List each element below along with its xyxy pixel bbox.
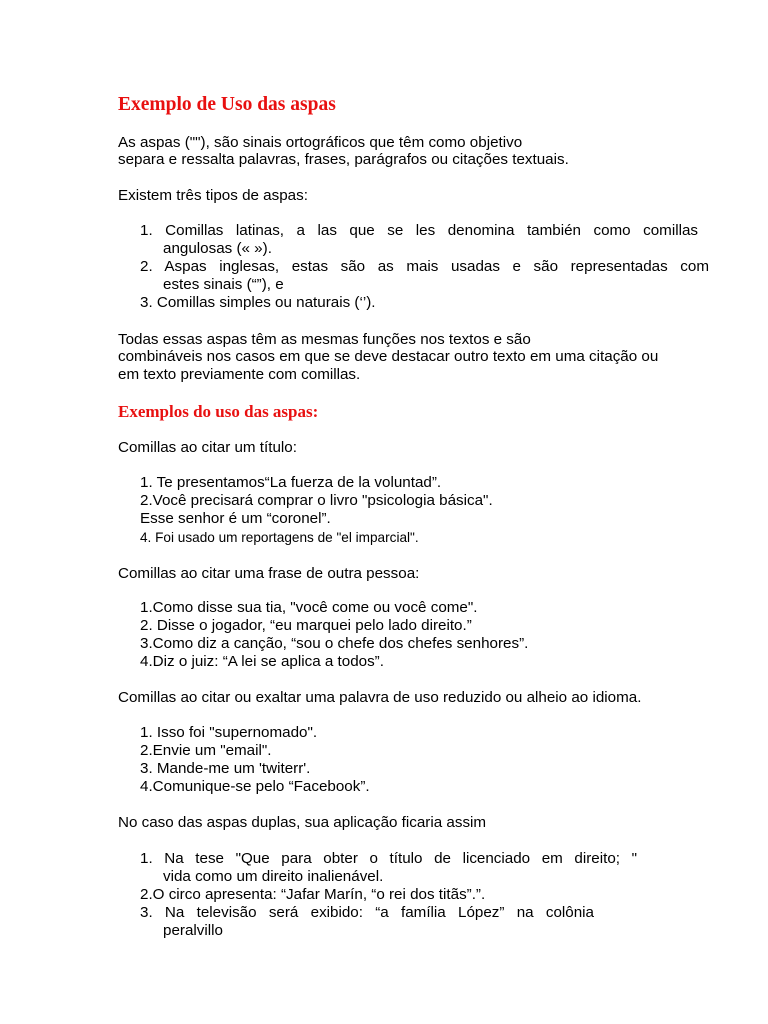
list-item: 1. Te presentamos“La fuerza de la voluntad”. (140, 474, 442, 491)
list-item-continuation: angulosas (« »). (163, 240, 272, 257)
types-intro: Existem três tipos de aspas: (118, 187, 308, 204)
page-title: Exemplo de Uso das aspas (118, 94, 336, 115)
section-title: No caso das aspas duplas, sua aplicação ficaria assim (118, 814, 487, 831)
list-item: 2.Você precisará comprar o livro "psicologia básica". (140, 492, 493, 509)
list-item: 4.Comunique-se pelo “Facebook”. (140, 778, 370, 795)
list-item: 2.Envie um "email". (140, 742, 272, 759)
list-item: 1. Comillas latinas, a las que se les denomina también como comillas (140, 222, 698, 239)
para2-line-1: Todas essas aspas têm as mesmas funções nos textos e são (118, 331, 531, 348)
list-item: 1. Na tese "Que para obter o título de licenciado em direito; " (140, 850, 637, 867)
section-heading: Exemplos do uso das aspas: (118, 402, 319, 421)
section-title: Comillas ao citar um título: (118, 439, 297, 456)
section-title: Comillas ao citar uma frase de outra pessoa: (118, 565, 420, 582)
intro-line-2: separa e ressalta palavras, frases, parágrafos ou citações textuais. (118, 151, 569, 168)
list-item: 2.O circo apresenta: “Jafar Marín, “o rei dos titãs”.”. (140, 886, 486, 903)
list-item: 1. Isso foi "supernomado". (140, 724, 318, 741)
list-item-continuation: peralvillo (163, 922, 223, 939)
list-item-continuation: estes sinais (“”), e (163, 276, 284, 293)
list-item: 3. Na televisão será exibido: “a família López” na colônia (140, 904, 594, 921)
list-item-continuation: vida como um direito inalienável. (163, 868, 384, 885)
list-item: 2. Disse o jogador, “eu marquei pelo lado direito.” (140, 617, 472, 634)
list-item: Esse senhor é um “coronel”. (140, 510, 331, 527)
list-item: 4. Foi usado um reportagens de "el imparcial". (140, 530, 419, 545)
para2-line-3: em texto previamente com comillas. (118, 366, 361, 383)
list-item: 3. Comillas simples ou naturais (‘’). (140, 294, 376, 311)
para2-line-2: combináveis nos casos em que se deve destacar outro texto em uma citação ou (118, 348, 659, 365)
list-item: 2. Aspas inglesas, estas são as mais usadas e são representadas com (140, 258, 709, 275)
list-item: 1.Como disse sua tia, "você come ou você come". (140, 599, 478, 616)
list-item: 3. Mande-me um 'twiterr'. (140, 760, 311, 777)
list-item: 4.Diz o juiz: “A lei se aplica a todos”. (140, 653, 384, 670)
intro-line-1: As aspas (""), são sinais ortográficos que têm como objetivo (118, 134, 523, 151)
section-title: Comillas ao citar ou exaltar uma palavra de uso reduzido ou alheio ao idioma. (118, 689, 642, 706)
list-item: 3.Como diz a canção, “sou o chefe dos chefes senhores”. (140, 635, 529, 652)
